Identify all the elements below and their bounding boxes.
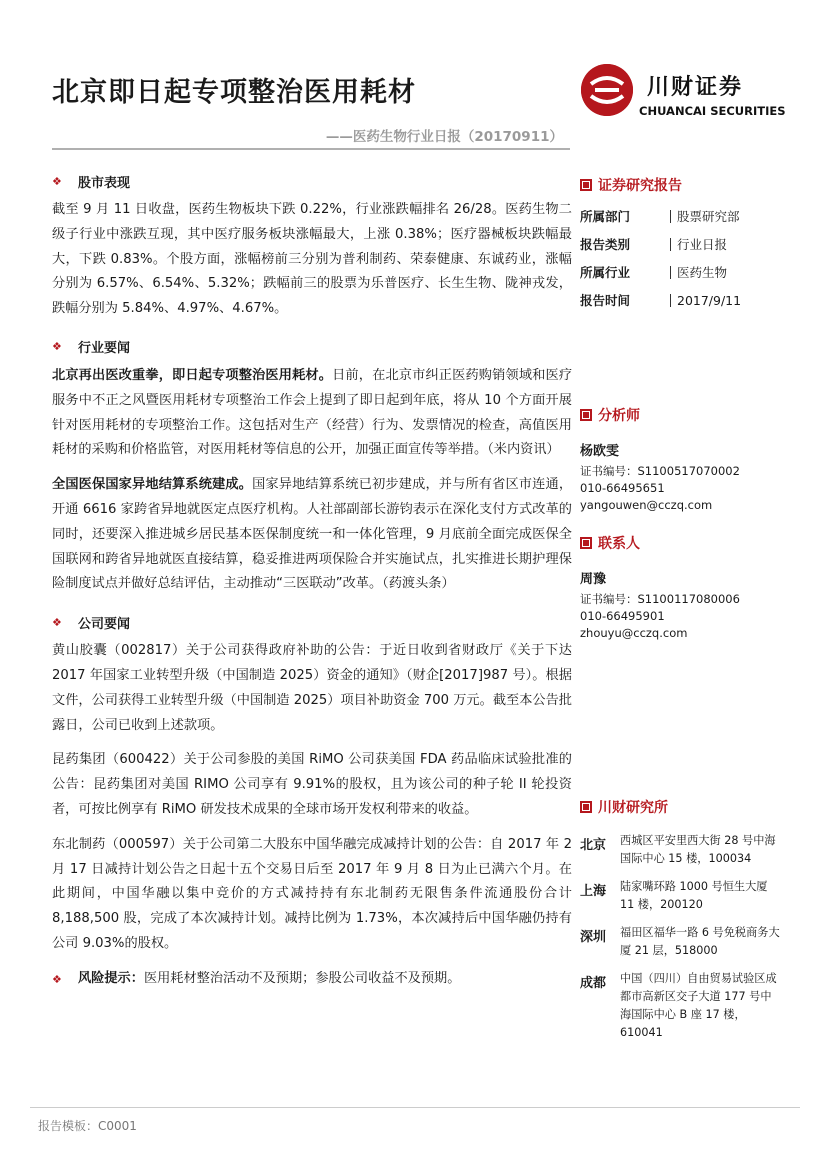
main-content — [52, 160, 572, 992]
risk-text-wrap — [78, 967, 460, 991]
sidebar-heading-contact — [580, 528, 780, 558]
office-city: 北京 — [580, 838, 607, 853]
office-city: 成都 — [580, 976, 607, 991]
square-bullet-icon — [580, 537, 592, 549]
section-title: 股市表现 — [78, 175, 131, 191]
meta-key: 所属部门 — [580, 209, 631, 224]
meta-value: 医药生物 — [670, 266, 727, 279]
meta-key: 报告时间 — [580, 293, 631, 308]
meta-row — [580, 258, 780, 286]
brand-name-en: CHUANCAI SECURITIES — [639, 104, 786, 118]
contact-email[interactable]: zhouyu@cczq.com — [580, 626, 688, 640]
office-address: 西城区平安里西大街 28 号中海国际中心 15 楼，100034 — [620, 834, 776, 865]
square-bullet-icon — [580, 409, 592, 421]
analyst-name: 杨欧雯 — [580, 444, 620, 459]
news-body: 国家异地结算系统已初步建成，并与所有省区市连通，开通 6616 家跨省异地就医定点医疗机构。人社部副部长游钧表示在深化支付方式改革的同时，还要深入推进城乡居民基本医保制度统一和一体化管理，9 月底前全面完成医保全国联网和跨省异地就医直接结算，稳妥推进两项保险合并实施试点，扎实推进长期护理保险制度试点并做好总结评估，主动推动“三医联动”改革。（药渡头条） — [52, 477, 573, 592]
contact-name: 周豫 — [580, 572, 607, 587]
sidebar-heading-analyst — [580, 400, 780, 430]
brand-name-cn: 川财证券 — [647, 75, 744, 100]
footer-template-id: 报告模板：C0001 — [38, 1119, 137, 1133]
square-bullet-icon — [580, 179, 592, 191]
office-shenzhen — [580, 924, 780, 960]
risk-label: 风险提示： — [78, 970, 144, 986]
company-news-2: 昆药集团（600422）关于公司参股的美国 RiMO 公司获美国 FDA 药品临床试验批准的公告：昆药集团对美国 RIMO 公司享有 9.91%的股权，且为该公司的种子轮 II 轮投资者，可按比例享有 RiMO 研发技术成果的全球市场开发权利带来的收益。 — [52, 752, 572, 817]
industry-news-1 — [52, 364, 572, 463]
analyst-cert: 证书编号：S1100517070002 — [580, 464, 740, 478]
meta-row — [580, 202, 780, 230]
section-title: 行业要闻 — [78, 341, 131, 357]
section-heading-market — [52, 166, 572, 196]
section-title: 公司要闻 — [78, 616, 131, 632]
square-bullet-icon — [580, 801, 592, 813]
office-beijing — [580, 832, 780, 868]
meta-key: 所属行业 — [580, 265, 631, 280]
meta-table — [580, 202, 780, 314]
report-subtitle: ——医药生物行业日报（20170911） — [325, 129, 563, 145]
office-shanghai — [580, 878, 780, 914]
diamond-bullet-icon: ❖ — [52, 174, 62, 188]
news-lead: 北京再出医改重拳，即日起专项整治医用耗材。 — [52, 367, 333, 383]
section-heading-company — [52, 607, 572, 637]
meta-value: 2017/9/11 — [670, 294, 741, 307]
sidebar-heading-text: 联系人 — [598, 536, 640, 552]
meta-row — [580, 286, 780, 314]
sidebar-heading-text: 分析师 — [598, 408, 640, 424]
meta-key: 报告类别 — [580, 237, 631, 252]
sidebar — [580, 170, 780, 1042]
office-city: 深圳 — [580, 930, 607, 945]
diamond-bullet-icon: ❖ — [52, 972, 62, 986]
office-city: 上海 — [580, 884, 607, 899]
sidebar-heading-text: 川财研究所 — [598, 800, 668, 816]
office-address: 中国（四川）自由贸易试验区成都市高新区交子大道 177 号中海国际中心 B 座 17 楼，610041 — [620, 972, 777, 1039]
diamond-bullet-icon: ❖ — [52, 615, 62, 629]
section-heading-industry — [52, 332, 572, 362]
company-news-3: 东北制药（000597）关于公司第二大股东中国华融完成减持计划的公告：自 2017 年 2 月 17 日减持计划公告之日起十五个交易日后至 2017 年 9 月 8 日为止已满六个月。在此期间，中国华融以集中竞价的方式减持持有东北制药无限售条件流通股份合计 8,188,500 股，完成了本次减持计划。减持比例为 1.73%，本次减持后中国华融仍持有公司 9.03%的股权。 — [52, 836, 572, 951]
meta-value: 行业日报 — [670, 238, 727, 251]
sidebar-heading-institute — [580, 792, 780, 822]
diamond-bullet-icon: ❖ — [52, 340, 62, 354]
office-address: 福田区福华一路 6 号免税商务大厦 21 层，518000 — [620, 926, 780, 957]
header-divider — [52, 148, 570, 150]
market-paragraph: 截至 9 月 11 日收盘，医药生物板块下跌 0.22%，行业涨跌幅排名 26/28。医药生物二级子行业中涨跌互现，其中医疗服务板块涨幅最大，上涨 0.38%；医疗器械板块跌幅最大，下跌 0.83%。个股方面，涨幅榜前三分别为普利制药、荣泰健康、东诚药业，涨幅分别为 6.57%、6.54%、5.32%；跌幅前三的股票为乐普医疗、长生生物、陇神戎发，跌幅分别为 5.84%、4.97%、4.67%。 — [52, 202, 572, 317]
footer-divider — [30, 1107, 800, 1108]
industry-news-2 — [52, 473, 572, 597]
meta-row — [580, 230, 780, 258]
analyst-email[interactable]: yangouwen@cczq.com — [580, 498, 713, 512]
contact-cert: 证书编号：S1100117080006 — [580, 592, 740, 606]
sidebar-heading-text: 证券研究报告 — [598, 178, 682, 194]
analyst-phone: 010-66495651 — [580, 481, 665, 495]
office-address: 陆家嘴环路 1000 号恒生大厦 11 楼，200120 — [620, 880, 768, 911]
risk-text: 医用耗材整治活动不及预期；参股公司收益不及预期。 — [143, 970, 461, 986]
news-body: 日前，在北京市纠正医药购销领域和医疗服务中不正之风暨医用耗材专项整治工作会上提到了即日起到年底，将从 10 个方面开展针对医用耗材的专项整治工作。这包括对生产（经营）行为、发票情况的检查，高值医用耗材的采购和价格监管，对医用耗材等信息的公开，加强正面宣传等举措。（米内资讯） — [52, 367, 573, 458]
company-news-1: 黄山胶囊（002817）关于公司获得政府补助的公告：于近日收到省财政厅《关于下达 2017 年国家工业转型升级（中国制造 2025）资金的通知》（财企[2017]987 号）。根据文件，公司获得工业转型升级（中国制造 2025）项目补助资金 700 万元。截至本公告批露日，公司已收到上述款项。 — [52, 643, 572, 733]
sidebar-heading-report — [580, 170, 780, 200]
contact-phone: 010-66495901 — [580, 609, 665, 623]
company-logo-icon — [581, 64, 633, 116]
meta-value: 股票研究部 — [670, 210, 740, 223]
office-chengdu — [580, 970, 780, 1042]
news-lead: 全国医保国家异地结算系统建成。 — [52, 477, 253, 493]
risk-warning — [52, 967, 572, 992]
report-title: 北京即日起专项整治医用耗材 — [52, 77, 416, 108]
